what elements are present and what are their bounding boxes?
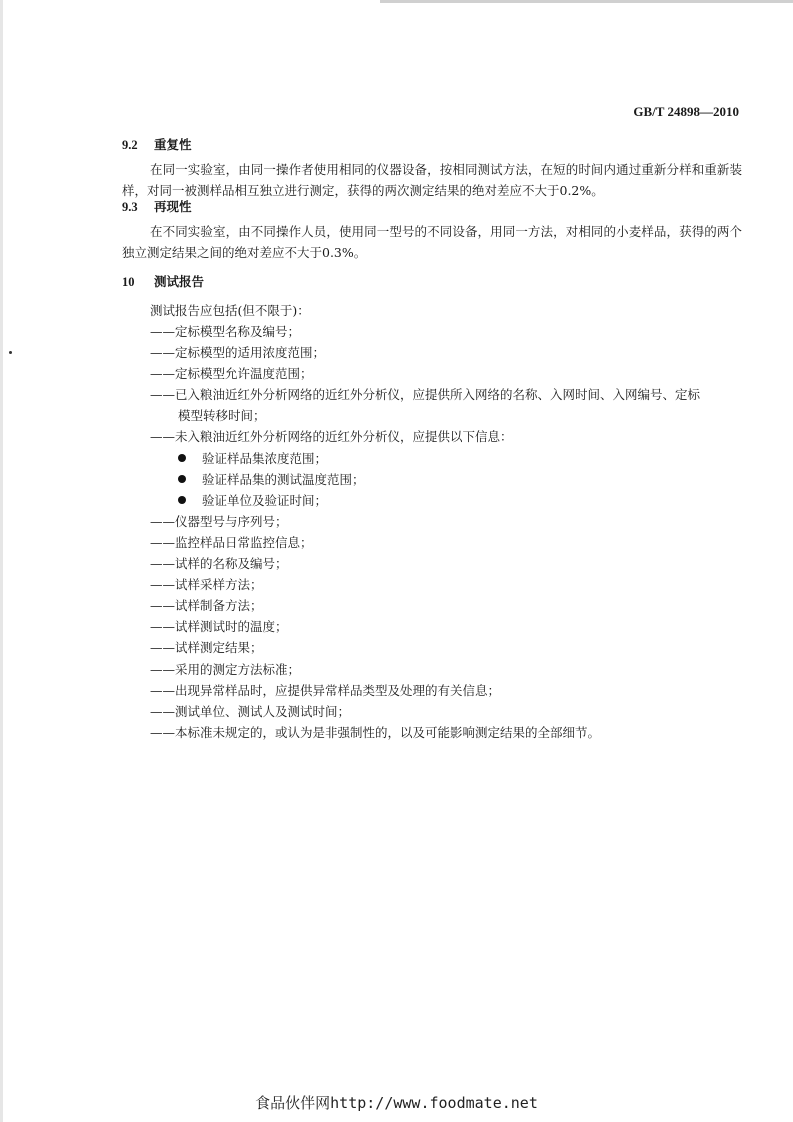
section-paragraph: 在同一实验室，由同一操作者使用相同的仪器设备，按相同测试方法，在短的时间内通过重新分样和重新装样，对同一被测样品相互独立进行测定，获得的两次测定结果的绝对差应不大于0.2%。	[122, 162, 742, 198]
list-item-continuation: 模型转移时间；	[178, 408, 266, 424]
list-item: ——未入粮油近红外分析网络的近红外分析仪，应提供以下信息：	[150, 429, 513, 445]
bullet-text: 验证样品集的测试温度范围；	[202, 471, 365, 487]
list-item: ——试样的名称及编号；	[150, 556, 288, 572]
section-title: 再现性	[154, 199, 192, 214]
section-9-2	[122, 135, 742, 201]
section-paragraph: 在不同实验室，由不同操作人员，使用同一型号的不同设备，用同一方法，对相同的小麦样品，获得的两个独立测定结果之间的绝对差应不大于0.3%。	[122, 224, 742, 260]
standard-number: GB/T 24898—2010	[633, 104, 739, 119]
list-item: ——采用的测定方法标准；	[150, 661, 301, 677]
list-item: ——出现异常样品时，应提供异常样品类型及处理的有关信息；	[150, 682, 501, 698]
section-title: 重复性	[154, 137, 192, 152]
footer-watermark: 食品伙伴网http://www.foodmate.net	[255, 1094, 538, 1112]
list-item: ——试样制备方法；	[150, 598, 263, 614]
report-intro: 测试报告应包括(但不限于)：	[150, 303, 310, 318]
list-item: ——试样测试时的温度；	[150, 619, 288, 635]
list-item: ——仪器型号与序列号；	[150, 513, 288, 529]
report-items-list	[150, 300, 745, 743]
section-10	[122, 272, 742, 290]
section-9-3	[122, 197, 742, 263]
scan-edge-top	[380, 0, 793, 3]
bullet-icon	[178, 496, 186, 504]
bullet-item	[150, 490, 745, 511]
bullet-item	[150, 448, 745, 469]
list-item: ——本标准未规定的，或认为是非强制性的，以及可能影响测定结果的全部细节。	[150, 724, 601, 740]
scan-speck	[9, 351, 12, 354]
bullet-icon	[178, 454, 186, 462]
section-title: 测试报告	[154, 274, 205, 289]
bullet-text: 验证样品集浓度范围；	[202, 450, 328, 466]
bullet-text: 验证单位及验证时间；	[202, 492, 328, 508]
section-heading	[122, 197, 742, 215]
list-item: ——测试单位、测试人及测试时间；	[150, 703, 351, 719]
section-number: 9.3	[122, 200, 138, 214]
list-item: ——定标模型的适用浓度范围；	[150, 345, 326, 361]
list-item: ——已入粮油近红外分析网络的近红外分析仪，应提供所入网络的名称、入网时间、入网编号、定标	[150, 387, 701, 403]
section-number: 10	[122, 275, 135, 289]
list-item: ——试样测定结果；	[150, 640, 263, 656]
section-heading	[122, 135, 742, 153]
list-item: ——试样采样方法；	[150, 577, 263, 593]
list-item: ——定标模型允许温度范围；	[150, 366, 313, 382]
list-item: ——监控样品日常监控信息；	[150, 534, 313, 550]
section-number: 9.2	[122, 138, 138, 152]
section-heading	[122, 272, 742, 290]
list-item: ——定标模型名称及编号；	[150, 324, 301, 340]
bullet-icon	[178, 475, 186, 483]
bullet-item	[150, 469, 745, 490]
scan-edge-left	[0, 0, 3, 1122]
